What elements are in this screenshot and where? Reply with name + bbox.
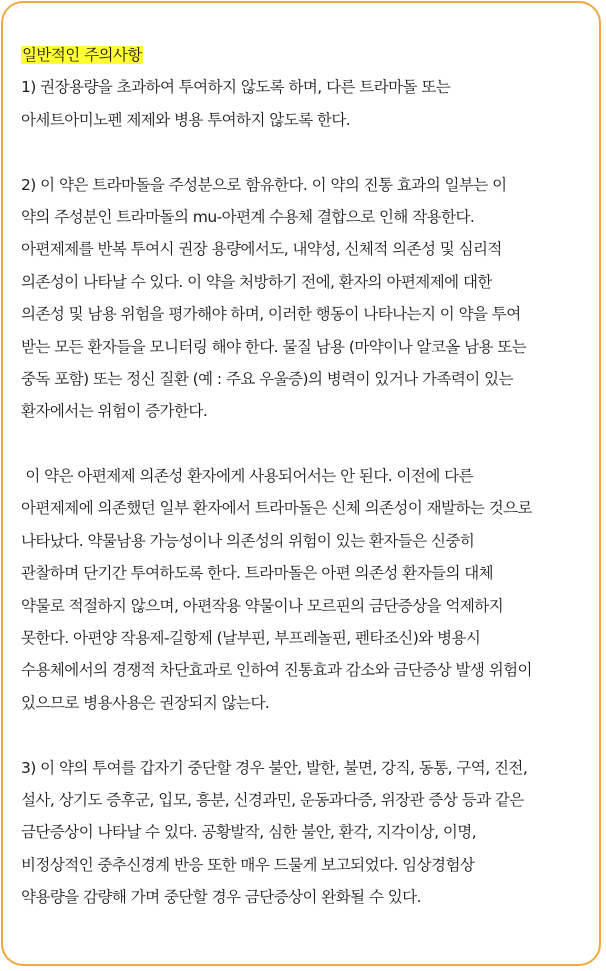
text-line: 1) 권장용량을 초과하여 투여하지 않도록 하며, 다른 트라마돌 또는: [21, 78, 451, 97]
text-line: 3) 이 약의 투여를 갑자기 중단할 경우 불안, 발한, 불면, 강직, 동통, 구역, 진전,: [21, 758, 528, 777]
text-line: 못한다. 아편양 작용제-길항제 (날부핀, 부프레놀핀, 펜타조신)와 병용시: [21, 629, 481, 648]
text-line: 수용체에서의 경쟁적 차단효과로 인하여 진통효과 감소와 금단증상 발생 위험이: [21, 661, 532, 680]
text-line: 의존성이 나타날 수 있다. 이 약을 처방하기 전에, 환자의 아편제제에 대한: [21, 272, 492, 291]
text-line: 아편제제를 반복 투여시 권장 용량에서도, 내약성, 신체적 의존성 및 심리적: [21, 240, 502, 259]
text-line: 나타났다. 약물남용 가능성이나 의존성의 위험이 있는 환자들은 신중히: [21, 531, 475, 550]
paragraph-spacer: [21, 428, 591, 460]
paragraph-1: [21, 71, 591, 136]
text-line: 관찰하며 단기간 투여하도록 한다. 트라마돌은 아편 의존성 환자들의 대체: [21, 564, 494, 583]
text-line: 설사, 상기도 증후군, 입모, 흥분, 신경과민, 운동과다증, 위장관 증상 등과 같은: [21, 790, 524, 809]
text-line: 이 약은 아편제제 의존성 환자에게 사용되어서는 안 된다. 이전에 다른: [21, 467, 473, 486]
paragraph-3: [21, 460, 591, 719]
heading-highlight: 일반적인 주의사항: [22, 46, 142, 64]
text-line: 아세트아미노펜 제제와 병용 투여하지 않도록 한다.: [21, 110, 351, 129]
text-line: 비정상적인 중추신경계 반응 또한 매우 드물게 보고되었다. 임상경험상: [21, 855, 475, 874]
text-line: 중독 포함) 또는 정신 질환 (예 : 주요 우울증)의 병력이 있거나 가족력이 있는: [21, 369, 513, 388]
paragraph-spacer: [21, 719, 591, 751]
notice-card: [1, 1, 601, 966]
text-line: 있으므로 병용사용은 권장되지 않는다.: [21, 693, 270, 712]
paragraph-4: [21, 752, 591, 914]
notice-content: [21, 39, 591, 914]
text-line: 의존성 및 남용 위험을 평가해야 하며, 이러한 행동이 나타나는지 이 약을 투여: [21, 305, 521, 324]
text-line: 약의 주성분인 트라마돌의 mu-아편계 수용체 결합으로 인해 작용한다.: [21, 207, 475, 226]
text-line: 약물로 적절하지 않으며, 아편작용 약물이나 모르핀의 금단증상을 억제하지: [21, 596, 504, 615]
paragraph-spacer: [21, 136, 591, 168]
text-line: 약용량을 감량해 가며 중단할 경우 금단증상이 완화될 수 있다.: [21, 888, 421, 907]
text-line: 금단증상이 나타날 수 있다. 공황발작, 심한 불안, 환각, 지각이상, 이명,: [21, 823, 477, 842]
text-line: 아편제제에 의존했던 일부 환자에서 트라마돌은 신체 의존성이 재발하는 것으로: [21, 499, 532, 518]
paragraph-2: [21, 169, 591, 428]
section-heading: [21, 39, 591, 71]
text-line: 2) 이 약은 트라마돌을 주성분으로 함유한다. 이 약의 진통 효과의 일부는 이: [21, 175, 507, 194]
text-line: 받는 모든 환자들을 모니터링 해야 한다. 물질 남용 (마약이나 알코올 남용 또는: [21, 337, 527, 356]
text-line: 환자에서는 위험이 증가한다.: [21, 402, 208, 421]
